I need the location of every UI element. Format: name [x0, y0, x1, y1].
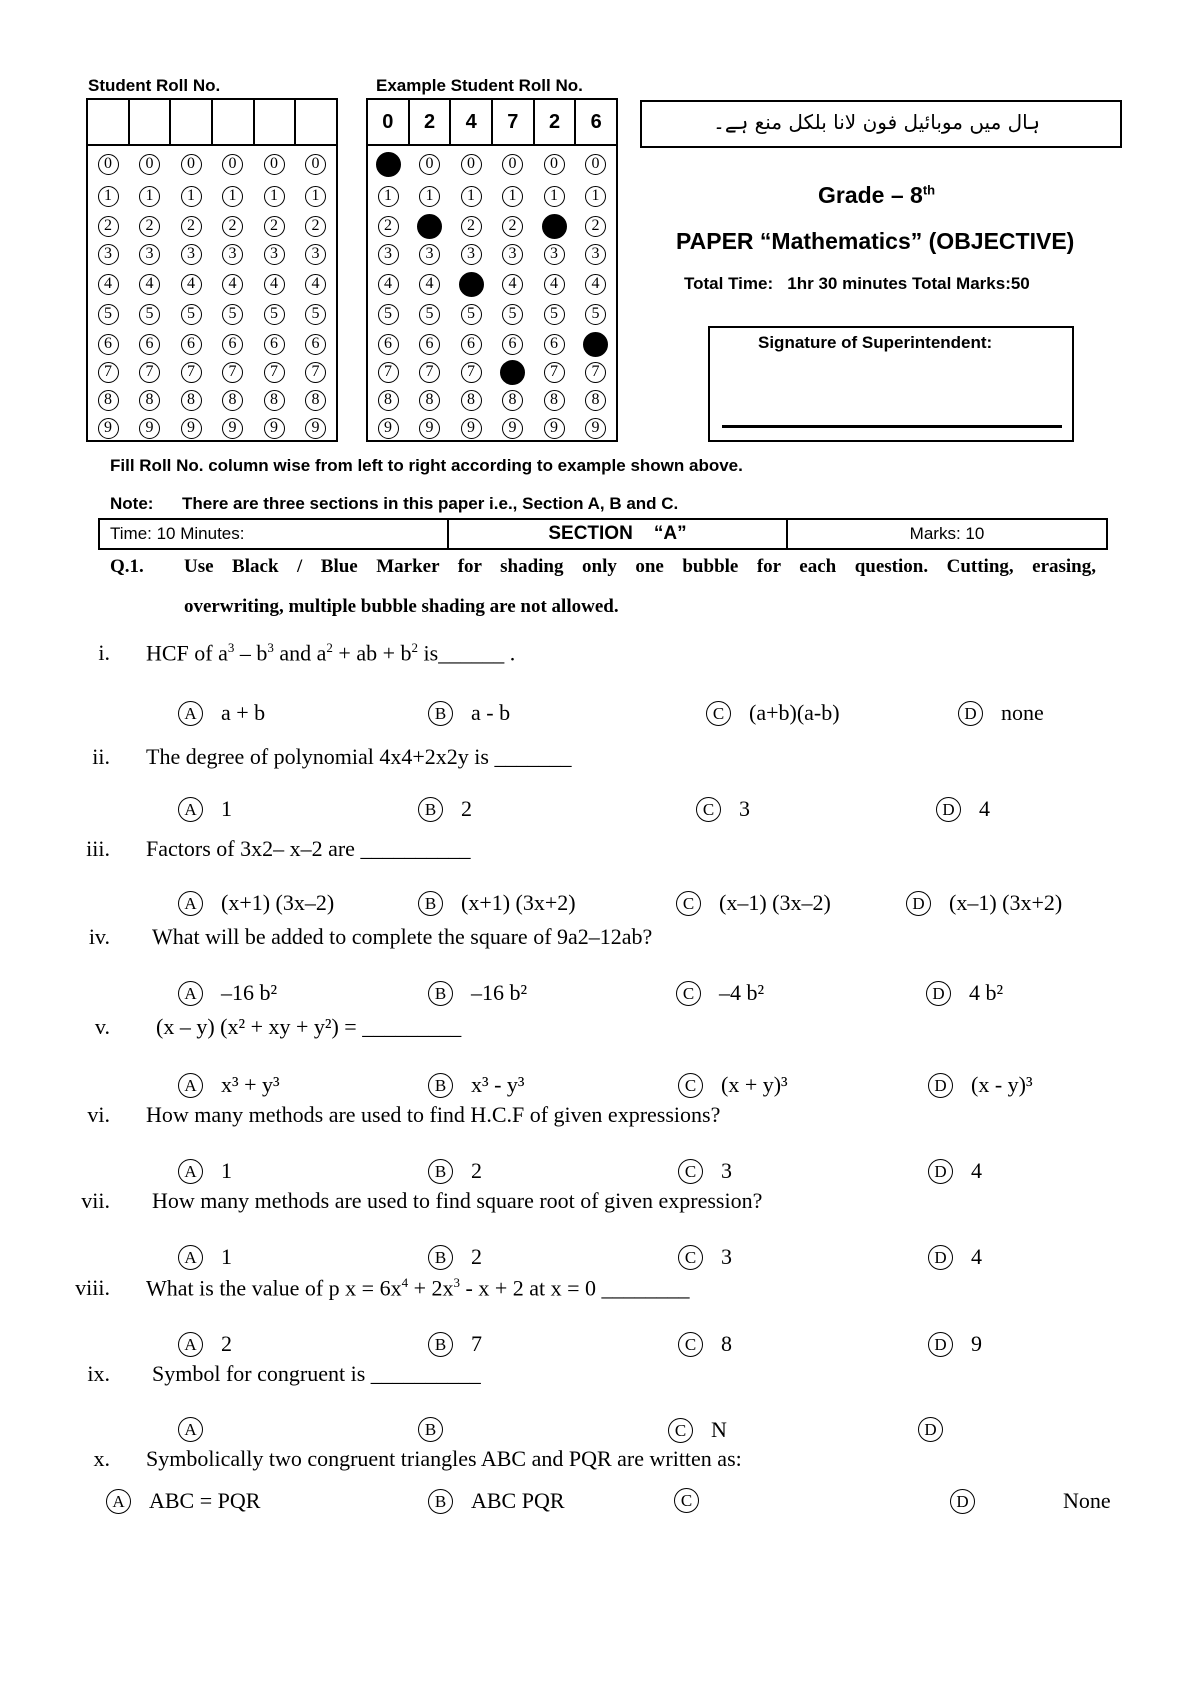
option-bubble-d[interactable]: D: [928, 1159, 953, 1184]
roll-bubble[interactable]: 8: [222, 390, 243, 411]
option-text: (x+1) (3x+2): [461, 890, 576, 915]
roll-bubble: 0: [419, 154, 440, 175]
roll-bubble: 1: [461, 186, 482, 207]
option-bubble-b[interactable]: B: [428, 1245, 453, 1270]
option[interactable]: [678, 1158, 732, 1184]
option[interactable]: [178, 796, 232, 822]
roll-bubble[interactable]: 1: [222, 186, 243, 207]
roll-bubble[interactable]: 7: [139, 362, 160, 383]
q1-line1: Use Black / Blue Marker for shading only one bubble for each question. Cutting, erasing,: [184, 556, 1096, 577]
roll-bubble[interactable]: 0: [181, 154, 202, 175]
option-text: 8: [721, 1331, 732, 1356]
roll-bubble: 9: [378, 418, 399, 439]
option[interactable]: [936, 796, 990, 822]
option[interactable]: [668, 1417, 727, 1443]
option-bubble-c[interactable]: C: [706, 701, 731, 726]
roll-bubble[interactable]: 4: [98, 274, 119, 295]
roll-digit-box[interactable]: [296, 100, 336, 144]
grade-text: Grade – 8: [818, 182, 923, 208]
option[interactable]: [178, 1417, 221, 1442]
roll-bubble[interactable]: 3: [264, 244, 285, 265]
option-text: 4: [979, 796, 990, 821]
option-bubble-c[interactable]: C: [678, 1159, 703, 1184]
option-bubble-a[interactable]: A: [106, 1489, 131, 1514]
roll-digit-box[interactable]: [130, 100, 172, 144]
option[interactable]: [958, 700, 1044, 726]
paper-title: PAPER “Mathematics” (OBJECTIVE): [676, 228, 1075, 254]
option-text: 3: [721, 1158, 732, 1183]
option[interactable]: [418, 1417, 461, 1442]
urdu-notice-box: [640, 100, 1122, 148]
roll-bubble: 2: [502, 216, 523, 237]
roll-bubble: [376, 152, 401, 177]
roll-bubble[interactable]: 9: [139, 418, 160, 439]
roll-bubble: 9: [544, 418, 565, 439]
option-bubble-c[interactable]: C: [696, 797, 721, 822]
student-roll-grid[interactable]: [86, 98, 338, 442]
roll-bubble: 4: [419, 274, 440, 295]
option[interactable]: [676, 980, 764, 1006]
roll-bubble[interactable]: 4: [181, 274, 202, 295]
section-name: SECTION “A”: [449, 520, 788, 548]
roll-bubble[interactable]: 2: [181, 216, 202, 237]
roll-bubble[interactable]: 1: [139, 186, 160, 207]
option-text: 4: [971, 1158, 982, 1183]
roll-bubble: 7: [419, 362, 440, 383]
question-number: v.: [94, 1014, 110, 1039]
roll-bubble: [542, 214, 567, 239]
roll-bubble[interactable]: 9: [222, 418, 243, 439]
option-bubble-d[interactable]: D: [906, 891, 931, 916]
option-bubble-b[interactable]: B: [418, 891, 443, 916]
roll-bubble[interactable]: 0: [98, 154, 119, 175]
roll-bubble: [500, 360, 525, 385]
option-bubble-d[interactable]: D: [918, 1417, 943, 1442]
roll-bubble: 8: [461, 390, 482, 411]
option-text: 2: [471, 1244, 482, 1269]
roll-bubble[interactable]: 3: [181, 244, 202, 265]
example-digit: 6: [590, 110, 602, 133]
option-bubble-a[interactable]: A: [178, 1417, 203, 1442]
roll-bubble[interactable]: 7: [305, 362, 326, 383]
option-text: (x+1) (3x–2): [221, 890, 335, 915]
option-bubble-b[interactable]: B: [418, 1417, 443, 1442]
roll-bubble: 7: [585, 362, 606, 383]
roll-bubble: 6: [502, 334, 523, 355]
option-bubble-b[interactable]: B: [428, 981, 453, 1006]
roll-bubble: 0: [461, 154, 482, 175]
roll-bubble[interactable]: 5: [264, 304, 285, 325]
roll-bubble: 5: [378, 304, 399, 325]
roll-bubble[interactable]: 6: [98, 334, 119, 355]
option[interactable]: [928, 1158, 982, 1184]
roll-bubble[interactable]: 9: [305, 418, 326, 439]
option-text: a - b: [471, 700, 511, 725]
example-roll-grid: [366, 98, 618, 442]
question-number: viii.: [75, 1275, 110, 1300]
option-text: 4: [971, 1244, 982, 1269]
option-bubble-c[interactable]: C: [678, 1332, 703, 1357]
option-bubble-a[interactable]: A: [178, 1332, 203, 1357]
roll-bubble[interactable]: 5: [305, 304, 326, 325]
roll-bubble: [459, 272, 484, 297]
roll-bubble[interactable]: 5: [181, 304, 202, 325]
section-marks: Marks: 10: [909, 524, 985, 543]
option-text: x³ - y³: [471, 1072, 525, 1097]
option-bubble-d[interactable]: D: [928, 1245, 953, 1270]
roll-bubble: 5: [544, 304, 565, 325]
option[interactable]: [928, 1244, 982, 1270]
option-bubble-a[interactable]: A: [178, 1073, 203, 1098]
option[interactable]: [926, 980, 1003, 1006]
question-number: iv.: [88, 924, 110, 949]
roll-bubble[interactable]: 7: [222, 362, 243, 383]
question-number: ii.: [92, 744, 110, 769]
roll-bubble: 8: [585, 390, 606, 411]
option[interactable]: [678, 1331, 732, 1357]
question-text: Symbolically two congruent triangles ABC and PQR are written as:: [146, 1446, 742, 1471]
example-digit: 0: [368, 100, 410, 144]
example-digit: 7: [493, 100, 535, 144]
grade-title: [818, 182, 935, 209]
option-text: 1: [221, 1158, 232, 1183]
option[interactable]: [178, 890, 334, 916]
roll-bubble[interactable]: 1: [305, 186, 326, 207]
roll-bubble[interactable]: 8: [98, 390, 119, 411]
roll-bubble[interactable]: 1: [181, 186, 202, 207]
option-bubble-b[interactable]: B: [428, 1332, 453, 1357]
option-bubble-d[interactable]: D: [936, 797, 961, 822]
option-bubble-c[interactable]: C: [668, 1418, 693, 1443]
roll-bubble: 1: [585, 186, 606, 207]
option[interactable]: [178, 1244, 232, 1270]
option-bubble-b[interactable]: B: [428, 1159, 453, 1184]
option-bubble-d[interactable]: D: [926, 981, 951, 1006]
question-text: What will be added to complete the square of 9a2–12ab?: [152, 924, 653, 949]
question-number: i.: [98, 640, 110, 665]
option-bubble-c[interactable]: C: [676, 981, 701, 1006]
fill-roll-instruction: Fill Roll No. column wise from left to right according to example shown above.: [110, 456, 743, 475]
option-text: 4 b²: [969, 980, 1004, 1005]
question-text: (x – y) (x² + xy + y²) = _________: [156, 1014, 462, 1039]
roll-bubble: 9: [461, 418, 482, 439]
question-number: vii.: [81, 1188, 110, 1213]
roll-bubble[interactable]: 8: [305, 390, 326, 411]
example-digit: 2: [535, 100, 577, 144]
roll-bubble: 1: [419, 186, 440, 207]
roll-bubble[interactable]: 2: [222, 216, 243, 237]
roll-bubble[interactable]: 0: [305, 154, 326, 175]
option-text: x³ + y³: [221, 1072, 280, 1097]
roll-bubble: 6: [544, 334, 565, 355]
question-number: x.: [93, 1446, 110, 1471]
roll-bubble[interactable]: 3: [222, 244, 243, 265]
question-text: How many methods are used to find square root of given expression?: [152, 1188, 763, 1213]
option-bubble-d[interactable]: D: [928, 1332, 953, 1357]
roll-bubble: [417, 214, 442, 239]
option-text: –16 b²: [221, 980, 278, 1005]
roll-bubble: 0: [502, 154, 523, 175]
roll-bubble: 2: [585, 216, 606, 237]
roll-bubble: 8: [378, 390, 399, 411]
option[interactable]: [428, 1072, 525, 1098]
option-bubble-d[interactable]: D: [928, 1073, 953, 1098]
roll-bubble: [583, 332, 608, 357]
roll-bubble: 7: [461, 362, 482, 383]
section-time: Time: 10 Minutes:: [100, 520, 449, 548]
roll-bubble[interactable]: 3: [305, 244, 326, 265]
option[interactable]: [178, 1331, 232, 1357]
option-text: none: [1001, 700, 1044, 725]
option-bubble-c[interactable]: C: [674, 1488, 699, 1513]
option[interactable]: [178, 1072, 280, 1098]
option[interactable]: [674, 1488, 717, 1513]
option[interactable]: [928, 1331, 982, 1357]
signature-box: [708, 326, 1074, 442]
roll-bubble: 8: [544, 390, 565, 411]
question-text: What is the value of p $x = 6x^4 + 2x^3 - x + 2$ at x = 0 ________: [146, 1275, 690, 1301]
option-text: 9: [971, 1331, 982, 1356]
option[interactable]: [906, 890, 1062, 916]
option[interactable]: [676, 890, 831, 916]
option[interactable]: [678, 1244, 732, 1270]
roll-bubble: 3: [502, 244, 523, 265]
roll-bubble[interactable]: 6: [305, 334, 326, 355]
roll-bubble[interactable]: 0: [264, 154, 285, 175]
option[interactable]: [428, 1488, 565, 1514]
option-text: N: [711, 1417, 727, 1442]
roll-bubble: 8: [502, 390, 523, 411]
roll-bubble[interactable]: 3: [98, 244, 119, 265]
roll-bubble[interactable]: 7: [181, 362, 202, 383]
option[interactable]: [428, 1158, 482, 1184]
roll-bubble: 0: [585, 154, 606, 175]
roll-bubble[interactable]: 2: [264, 216, 285, 237]
roll-bubble[interactable]: 9: [181, 418, 202, 439]
roll-bubble: 5: [585, 304, 606, 325]
option[interactable]: [106, 1488, 260, 1514]
option[interactable]: [428, 1331, 482, 1357]
option[interactable]: [418, 796, 472, 822]
grade-sup: th: [922, 182, 936, 198]
question-text: The degree of polynomial 4x4+2x2y is _______: [146, 744, 572, 769]
option-bubble-a[interactable]: A: [178, 981, 203, 1006]
option-text: (a+b)(a-b): [749, 700, 840, 725]
roll-digit-box[interactable]: [255, 100, 297, 144]
roll-bubble[interactable]: 8: [264, 390, 285, 411]
example-roll-label: Example Student Roll No.: [376, 76, 583, 95]
roll-bubble: 4: [585, 274, 606, 295]
roll-bubble: 0: [544, 154, 565, 175]
option-text: –16 b²: [471, 980, 528, 1005]
option-bubble-b[interactable]: B: [428, 701, 453, 726]
student-roll-label: Student Roll No.: [88, 76, 221, 95]
option[interactable]: [950, 1488, 1111, 1514]
roll-bubble[interactable]: 6: [181, 334, 202, 355]
roll-bubble: 5: [419, 304, 440, 325]
question-text: HCF of $a^3 - b^3$ and $a^2$ + ab + $b^2$ is______ .: [146, 640, 516, 666]
roll-bubble[interactable]: 8: [181, 390, 202, 411]
signature-line: [722, 425, 1062, 428]
option-bubble-d[interactable]: D: [958, 701, 983, 726]
option-text: 2: [471, 1158, 482, 1183]
option-bubble-a[interactable]: A: [178, 1245, 203, 1270]
question-text: How many methods are used to find H.C.F of given expressions?: [146, 1102, 721, 1127]
q1-label: Q.1.: [110, 556, 144, 577]
question-text: Factors of 3x2– x–2 are __________: [146, 836, 471, 861]
option-text: (x + y)³: [721, 1072, 788, 1097]
option[interactable]: [428, 700, 510, 726]
roll-bubble[interactable]: 0: [139, 154, 160, 175]
roll-bubble: 9: [502, 418, 523, 439]
roll-bubble: 8: [419, 390, 440, 411]
roll-bubble[interactable]: 2: [98, 216, 119, 237]
option-text: 2: [461, 796, 472, 821]
roll-bubble: 1: [378, 186, 399, 207]
urdu-notice: ہال میں موبائیل فون لانا بلکل منع ہے۔: [713, 110, 1040, 134]
roll-bubble[interactable]: 1: [98, 186, 119, 207]
note-text: There are three sections in this paper i.e., Section A, B and C.: [182, 494, 679, 513]
option-bubble-c[interactable]: C: [678, 1073, 703, 1098]
option[interactable]: [678, 1072, 788, 1098]
question-text: Symbol for congruent is __________: [152, 1361, 481, 1386]
roll-bubble[interactable]: 7: [264, 362, 285, 383]
option[interactable]: [178, 980, 277, 1006]
option[interactable]: [696, 796, 750, 822]
roll-digit-box[interactable]: [88, 100, 130, 144]
option-text: (x–1) (3x+2): [949, 890, 1063, 915]
roll-bubble: 2: [461, 216, 482, 237]
roll-bubble: 3: [419, 244, 440, 265]
option[interactable]: [428, 980, 527, 1006]
roll-bubble: 4: [544, 274, 565, 295]
roll-bubble: 6: [378, 334, 399, 355]
option-text: 1: [221, 1244, 232, 1269]
roll-bubble[interactable]: 5: [98, 304, 119, 325]
roll-digit-box[interactable]: [213, 100, 255, 144]
roll-bubble[interactable]: 2: [305, 216, 326, 237]
option-text: –4 b²: [719, 980, 765, 1005]
roll-bubble[interactable]: 6: [264, 334, 285, 355]
roll-bubble: 1: [544, 186, 565, 207]
option[interactable]: [178, 700, 265, 726]
option[interactable]: [928, 1072, 1033, 1098]
roll-bubble[interactable]: 3: [139, 244, 160, 265]
option-bubble-b[interactable]: B: [428, 1073, 453, 1098]
option-bubble-c[interactable]: C: [678, 1245, 703, 1270]
roll-bubble: 2: [378, 216, 399, 237]
example-digit: 4: [451, 100, 493, 144]
option-bubble-a[interactable]: A: [178, 1159, 203, 1184]
option[interactable]: [428, 1244, 482, 1270]
roll-bubble: 7: [544, 362, 565, 383]
roll-bubble[interactable]: 0: [222, 154, 243, 175]
option-text: 3: [739, 796, 750, 821]
roll-bubble: 6: [461, 334, 482, 355]
option-bubble-a[interactable]: A: [178, 797, 203, 822]
option-bubble-d[interactable]: D: [950, 1489, 975, 1514]
roll-bubble: 5: [502, 304, 523, 325]
option-text: ABC PQR: [471, 1488, 565, 1513]
option-text: (x–1) (3x–2): [719, 890, 831, 915]
roll-bubble[interactable]: 5: [139, 304, 160, 325]
option[interactable]: [706, 700, 840, 726]
option-text: ABC = PQR: [149, 1488, 261, 1513]
option-text: a + b: [221, 700, 266, 725]
option-text: 3: [721, 1244, 732, 1269]
option-text: (x - y)³: [971, 1072, 1033, 1097]
roll-bubble: 3: [461, 244, 482, 265]
roll-bubble[interactable]: 4: [305, 274, 326, 295]
roll-bubble[interactable]: 2: [139, 216, 160, 237]
signature-label: Signature of Superintendent:: [758, 333, 993, 352]
time-marks: Total Time: 1hr 30 minutes Total Marks:50: [684, 274, 1030, 293]
option-bubble-b[interactable]: B: [428, 1489, 453, 1514]
roll-bubble: 4: [378, 274, 399, 295]
roll-digit-box[interactable]: [171, 100, 213, 144]
roll-bubble: 1: [502, 186, 523, 207]
roll-bubble: 3: [544, 244, 565, 265]
option[interactable]: [418, 890, 576, 916]
option-bubble-a[interactable]: A: [178, 891, 203, 916]
roll-bubble[interactable]: 4: [222, 274, 243, 295]
roll-bubble[interactable]: 6: [139, 334, 160, 355]
option-bubble-b[interactable]: B: [418, 797, 443, 822]
q1-line2: overwriting, multiple bubble shading are not allowed.: [184, 596, 619, 617]
roll-bubble: 7: [378, 362, 399, 383]
option[interactable]: [178, 1158, 232, 1184]
roll-bubble: 5: [461, 304, 482, 325]
option-text: None: [1063, 1488, 1111, 1513]
roll-bubble: 3: [378, 244, 399, 265]
roll-bubble: 9: [585, 418, 606, 439]
roll-bubble[interactable]: 8: [139, 390, 160, 411]
roll-bubble: 3: [585, 244, 606, 265]
question-number: vi.: [87, 1102, 110, 1127]
roll-bubble: 9: [419, 418, 440, 439]
roll-bubble[interactable]: 7: [98, 362, 119, 383]
option-text: 2: [221, 1331, 232, 1356]
roll-bubble[interactable]: 4: [139, 274, 160, 295]
roll-bubble[interactable]: 1: [264, 186, 285, 207]
option-text: 7: [471, 1331, 482, 1356]
roll-bubble: 6: [419, 334, 440, 355]
note-label: Note:: [110, 494, 154, 513]
roll-bubble: 4: [502, 274, 523, 295]
example-digit: 2: [410, 100, 452, 144]
option-bubble-c[interactable]: C: [676, 891, 701, 916]
option-text: 1: [221, 796, 232, 821]
roll-bubble[interactable]: 9: [264, 418, 285, 439]
roll-bubble[interactable]: 9: [98, 418, 119, 439]
roll-bubble[interactable]: 5: [222, 304, 243, 325]
question-number: iii.: [86, 836, 110, 861]
question-number: ix.: [87, 1361, 110, 1386]
roll-bubble[interactable]: 6: [222, 334, 243, 355]
option[interactable]: [918, 1417, 961, 1442]
section-bar: [98, 518, 1108, 550]
roll-bubble[interactable]: 4: [264, 274, 285, 295]
option-bubble-a[interactable]: A: [178, 701, 203, 726]
